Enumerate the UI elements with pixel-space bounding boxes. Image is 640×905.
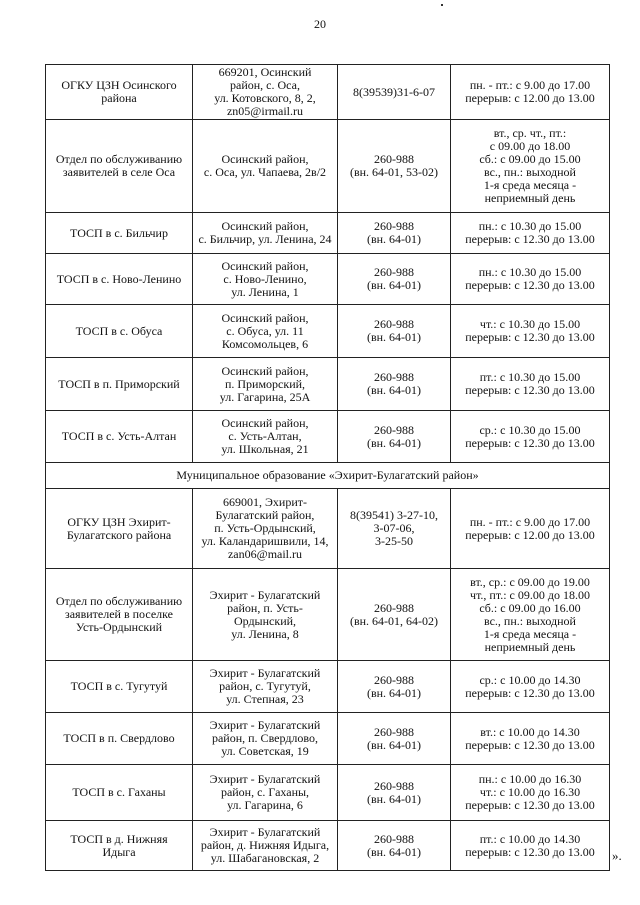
office-hours-cell: пн.: с 10.30 до 15.00 перерыв: с 12.30 до 13.00 — [451, 213, 610, 254]
office-phone-cell: 260-988 (вн. 64-01) — [338, 254, 451, 305]
section-row — [46, 463, 610, 489]
office-hours-cell: ср.: с 10.30 до 15.00 перерыв: с 12.30 до 13.00 — [451, 411, 610, 463]
office-address-cell: Осинский район, с. Усть-Алтан, ул. Школьная, 21 — [193, 411, 338, 463]
office-name-cell: ТОСП в д. Нижняя Идыга — [46, 821, 193, 871]
office-hours-cell: пн.: с 10.30 до 15.00 перерыв: с 12.30 до 13.00 — [451, 254, 610, 305]
scan-speck — [441, 4, 443, 6]
office-name-cell: ТОСП в с. Бильчир — [46, 213, 193, 254]
office-name-cell: ТОСП в с. Гаханы — [46, 765, 193, 821]
table-row — [46, 713, 610, 765]
office-name-cell: ТОСП в с. Ново-Ленино — [46, 254, 193, 305]
office-hours-cell: вт.: с 10.00 до 14.30 перерыв: с 12.30 до 13.00 — [451, 713, 610, 765]
office-hours-cell: пн. - пт.: с 9.00 до 17.00 перерыв: с 12.00 до 13.00 — [451, 489, 610, 569]
office-phone-cell: 260-988 (вн. 64-01) — [338, 765, 451, 821]
office-name-cell: ТОСП в с. Тугутуй — [46, 661, 193, 713]
table-row — [46, 661, 610, 713]
office-phone-cell: 260-988 (вн. 64-01) — [338, 358, 451, 411]
office-phone-cell: 260-988 (вн. 64-01) — [338, 213, 451, 254]
office-hours-cell: пт.: с 10.00 до 14.30 перерыв: с 12.30 до 13.00 — [451, 821, 610, 871]
office-address-cell: 669001, Эхирит- Булагатский район, п. Усть-Ордынский, ул. Каландаришвили, 14, zan06@mail.ru — [193, 489, 338, 569]
office-hours-cell: вт., ср.: с 09.00 до 19.00 чт., пт.: с 09.00 до 18.00 сб.: с 09.00 до 16.00 вс., пн.: выходной 1-я среда месяца - неприемный день — [451, 569, 610, 661]
office-phone-cell: 260-988 (вн. 64-01, 64-02) — [338, 569, 451, 661]
office-phone-cell: 8(39541) 3-27-10, 3-07-06, 3-25-50 — [338, 489, 451, 569]
table-row — [46, 358, 610, 411]
table-row — [46, 120, 610, 213]
office-hours-cell: пн.: с 10.00 до 16.30 чт.: с 10.00 до 16.30 перерыв: с 12.30 до 13.00 — [451, 765, 610, 821]
office-name-cell: Отдел по обслуживанию заявителей в селе Оса — [46, 120, 193, 213]
table-row — [46, 765, 610, 821]
office-hours-cell: ср.: с 10.00 до 14.30 перерыв: с 12.30 до 13.00 — [451, 661, 610, 713]
office-address-cell: Эхирит - Булагатский район, п. Свердлово, ул. Советская, 19 — [193, 713, 338, 765]
office-name-cell: ТОСП в с. Обуса — [46, 305, 193, 358]
office-address-cell: Осинский район, п. Приморский, ул. Гагарина, 25А — [193, 358, 338, 411]
office-name-cell: ТОСП в п. Свердлово — [46, 713, 193, 765]
office-phone-cell: 260-988 (вн. 64-01) — [338, 411, 451, 463]
table-row — [46, 489, 610, 569]
office-hours-cell: вт., ср. чт., пт.: с 09.00 до 18.00 сб.: с 09.00 до 15.00 вс., пн.: выходной 1-я среда месяца - неприемный день — [451, 120, 610, 213]
office-phone-cell: 260-988 (вн. 64-01) — [338, 305, 451, 358]
table-row — [46, 213, 610, 254]
office-phone-cell: 260-988 (вн. 64-01) — [338, 661, 451, 713]
closing-quote-mark: ». — [612, 848, 622, 863]
office-phone-cell: 260-988 (вн. 64-01) — [338, 713, 451, 765]
office-name-cell: ОГКУ ЦЗН Осинского района — [46, 65, 193, 120]
office-address-cell: 669201, Осинский район, с. Оса, ул. Котовского, 8, 2, zn05@irmail.ru — [193, 65, 338, 120]
table-row — [46, 411, 610, 463]
office-hours-cell: пт.: с 10.30 до 15.00 перерыв: с 12.30 до 13.00 — [451, 358, 610, 411]
office-name-cell: Отдел по обслуживанию заявителей в поселке Усть-Ордынский — [46, 569, 193, 661]
office-name-cell: ТОСП в с. Усть-Алтан — [46, 411, 193, 463]
page-number: 20 — [314, 17, 326, 31]
office-address-cell: Эхирит - Булагатский район, д. Нижняя Идыга, ул. Шабагановская, 2 — [193, 821, 338, 871]
office-address-cell: Эхирит - Булагатский район, п. Усть- Ордынский, ул. Ленина, 8 — [193, 569, 338, 661]
office-phone-cell: 8(39539)31-6-07 — [338, 65, 451, 120]
section-heading: Муниципальное образование «Эхирит-Булагатский район» — [46, 463, 610, 489]
office-name-cell: ОГКУ ЦЗН Эхирит- Булагатского района — [46, 489, 193, 569]
table-row — [46, 65, 610, 120]
office-hours-cell: чт.: с 10.30 до 15.00 перерыв: с 12.30 до 13.00 — [451, 305, 610, 358]
table-row — [46, 569, 610, 661]
office-phone-cell: 260-988 (вн. 64-01) — [338, 821, 451, 871]
office-name-cell: ТОСП в п. Приморский — [46, 358, 193, 411]
office-address-cell: Осинский район, с. Оса, ул. Чапаева, 2в/2 — [193, 120, 338, 213]
office-address-cell: Эхирит - Булагатский район, с. Гаханы, ул. Гагарина, 6 — [193, 765, 338, 821]
table-row — [46, 821, 610, 871]
office-address-cell: Осинский район, с. Бильчир, ул. Ленина, 24 — [193, 213, 338, 254]
office-address-cell: Осинский район, с. Обуса, ул. 11 Комсомольцев, 6 — [193, 305, 338, 358]
office-address-cell: Эхирит - Булагатский район, с. Тугутуй, ул. Степная, 23 — [193, 661, 338, 713]
office-phone-cell: 260-988 (вн. 64-01, 53-02) — [338, 120, 451, 213]
table-row — [46, 254, 610, 305]
office-address-cell: Осинский район, с. Ново-Ленино, ул. Ленина, 1 — [193, 254, 338, 305]
service-offices-table — [45, 64, 610, 871]
office-hours-cell: пн. - пт.: с 9.00 до 17.00 перерыв: с 12.00 до 13.00 — [451, 65, 610, 120]
table-row — [46, 305, 610, 358]
